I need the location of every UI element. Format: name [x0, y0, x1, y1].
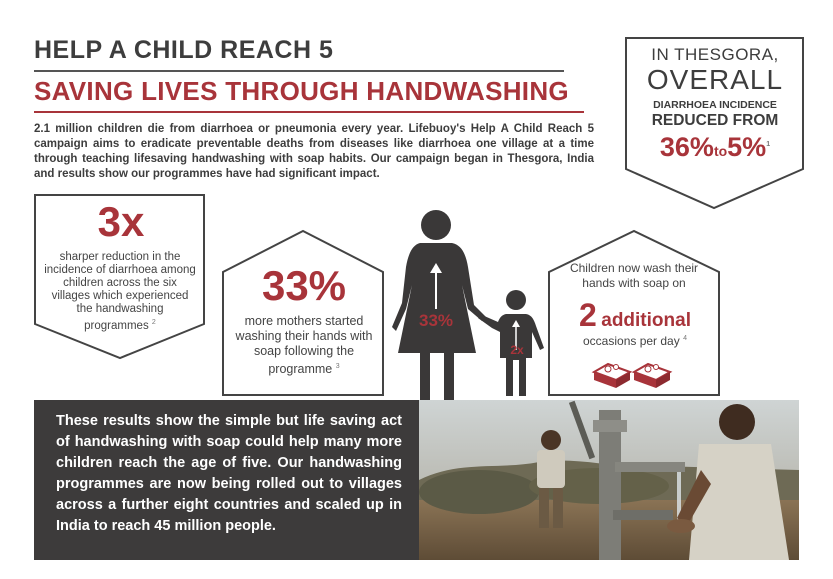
mother-figure-icon: [390, 205, 490, 403]
stat-children-text-bottom: [560, 334, 710, 348]
child-figure-label: 2x: [510, 343, 524, 357]
stat-children-number: 2: [579, 297, 597, 333]
stat-33-value: 33%: [261, 262, 347, 309]
thesgora-stat: [630, 45, 800, 166]
stat-33-text: [230, 314, 378, 377]
subtitle-divider: [34, 111, 584, 113]
thesgora-line4: REDUCED FROM: [651, 112, 779, 129]
thesgora-line3: DIARRHOEA INCIDENCE: [653, 99, 777, 111]
stat-3x-description: sharper reduction in the incidence of diarrhoea among children across the six villages which experienced the handwashing programmes: [44, 251, 196, 332]
stat-children-highlight: [560, 298, 710, 339]
stat-children-text-top: Children now wash their hands with soap on: [569, 261, 699, 290]
thesgora-from: 36%: [659, 132, 714, 162]
stat-33-footnote: 3: [335, 363, 340, 370]
stat-3x-text: [44, 251, 196, 333]
stat-33-description: more mothers started washing their hands with soap following the programme: [235, 314, 373, 377]
page-title: HELP A CHILD REACH 5: [34, 36, 334, 64]
soap-bar-icon: [590, 356, 680, 390]
thesgora-to-word: to: [713, 143, 728, 159]
handwashing-photo: [419, 400, 799, 560]
page-subtitle: SAVING LIVES THROUGH HANDWASHING: [34, 76, 569, 106]
thesgora-line2: OVERALL: [646, 64, 784, 95]
thesgora-footnote: 1: [766, 141, 771, 148]
stat-children-word: additional: [601, 310, 691, 331]
stat-3x-value: 3x: [97, 198, 145, 245]
thesgora-values: [630, 130, 800, 166]
title-divider: [34, 70, 564, 72]
intro-paragraph: 2.1 million children die from diarrhoea or pneumonia every year. Lifebuoy's Help A Child Reach 5 campaign aims to eradicate preventable deaths from diseases like diarrhoea one village at a time through teaching lifesaving handwashing with soap habits. Our campaign began in Thesgora, India and results show our programmes have had significant impact.: [34, 123, 594, 180]
mother-figure-label: 33%: [418, 311, 454, 330]
thesgora-line1: IN THESGORA,: [651, 45, 779, 64]
stat-children-bottom-text: occasions per day: [583, 334, 680, 348]
thesgora-to: 5%: [727, 132, 767, 162]
closing-text: These results show the simple but life saving act of handwashing with soap could help many more children reach the age of five. Our handwashing programmes are now being rolled out to villages across a further eight countries and scaled up in India to reach 45 million people.: [56, 413, 402, 534]
stat-3x-footnote: 2: [151, 319, 156, 326]
stat-children-footnote: 4: [683, 335, 687, 342]
